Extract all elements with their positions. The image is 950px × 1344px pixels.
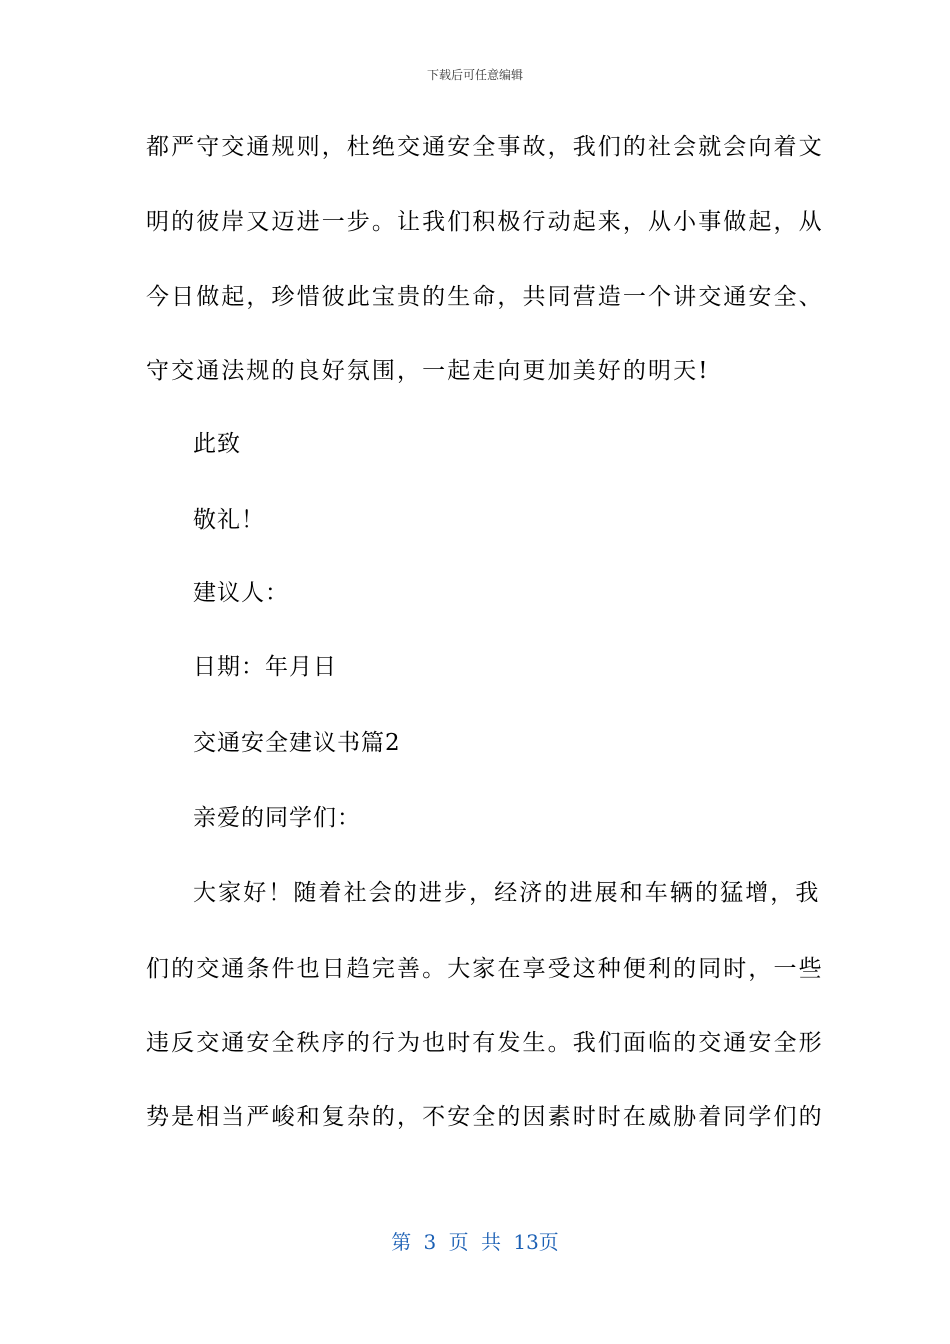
body-line: 明的彼岸又迈进一步。让我们积极行动起来，从小事做起，从 [146,209,824,235]
body-line: 守交通法规的良好氛围，一起走向更加美好的明天! [146,358,710,384]
body-line: 大家好！随着社会的进步，经济的进展和车辆的猛增，我 [193,880,821,906]
body-line: 们的交通条件也日趋完善。大家在享受这种便利的同时，一些 [146,956,824,982]
body-line: 势是相当严峻和复杂的，不安全的因素时时在威胁着同学们的 [146,1104,824,1130]
closing-regards: 敬礼！ [193,507,265,533]
body-line: 都严守交通规则，杜绝交通安全事故，我们的社会就会向着文 [146,134,824,160]
closing-salutation: 此致 [193,431,241,457]
proposer-label: 建议人： [193,580,289,606]
date-label: 日期：年月日 [193,654,337,680]
page-number-footer: 第 3 页 共 13页 [391,1230,559,1254]
body-line: 今日做起，珍惜彼此宝贵的生命，共同营造一个讲交通安全、 [146,284,824,310]
section-title: 交通安全建议书篇2 [193,730,401,756]
body-line: 违反交通安全秩序的行为也时有发生。我们面临的交通安全形 [146,1030,824,1056]
greeting: 亲爱的同学们： [193,805,361,831]
page-header: 下载后可任意编辑 [426,68,523,82]
